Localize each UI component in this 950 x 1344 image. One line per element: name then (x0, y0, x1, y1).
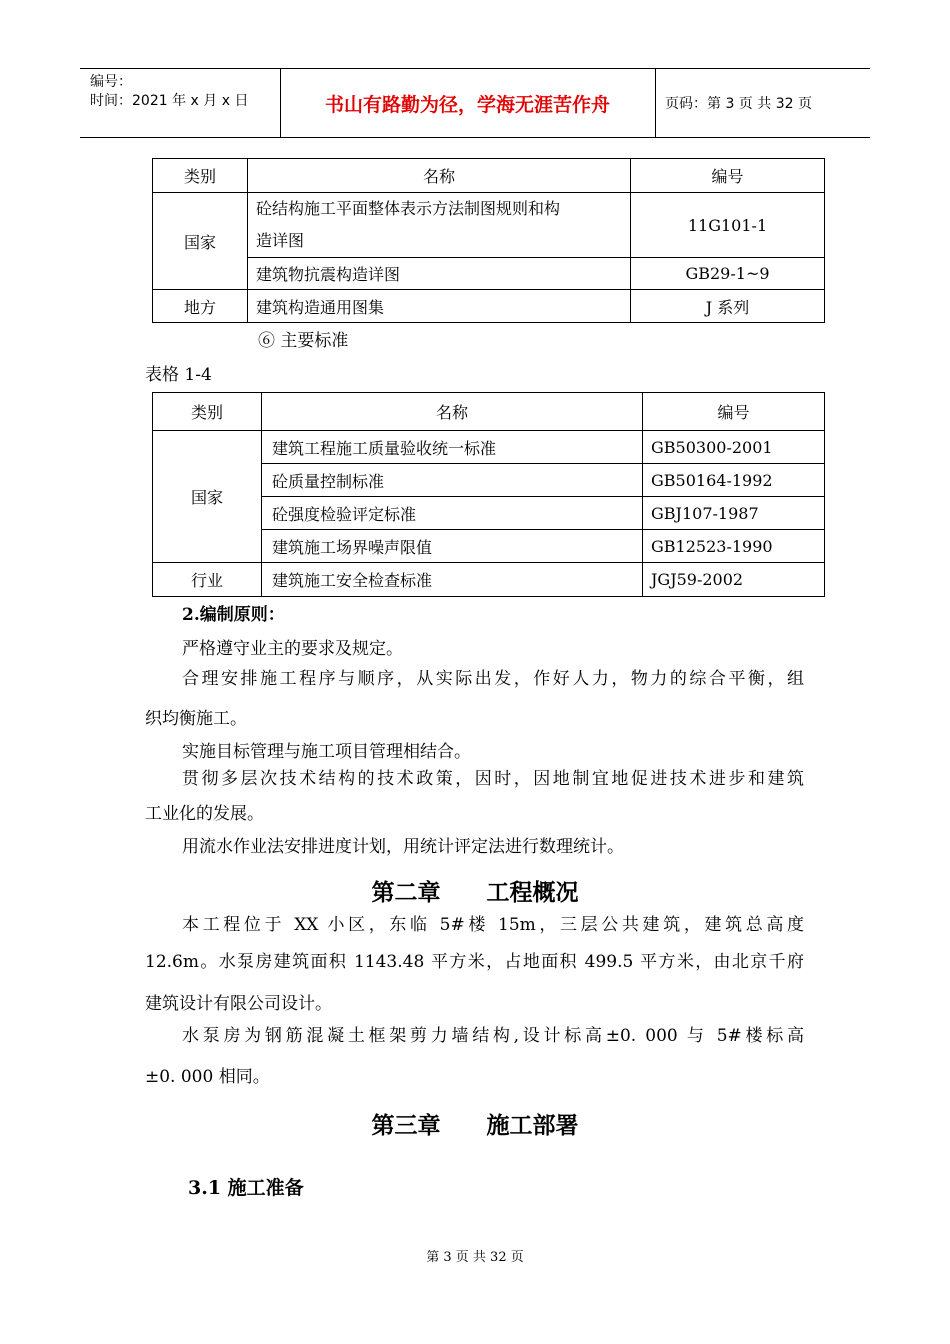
table-row (153, 258, 825, 290)
paragraph: 用流水作业法安排进度计划，用统计评定法进行数理统计。 (182, 837, 624, 857)
category-cell: 国家 (153, 431, 262, 563)
paragraph: 织均衡施工。 (145, 709, 247, 729)
chapter-title: 第三章 施工部署 (371, 1113, 579, 1139)
name-cell: 建筑构造通用图集 (248, 290, 631, 323)
paragraph: 贯彻多层次技术结构的技术政策，因时，因地制宜地促进技术进步和建筑 (182, 769, 804, 789)
category-cell: 国家 (153, 193, 248, 290)
table-caption: 表格 1-4 (145, 365, 212, 385)
paragraph: 建筑设计有限公司设计。 (145, 994, 332, 1014)
standards-table (152, 392, 825, 597)
header-category: 类别 (153, 393, 262, 431)
section-heading: 3.1 施工准备 (188, 1177, 304, 1199)
name-cell: 砼强度检验评定标准 (262, 497, 643, 530)
paragraph: 12.6m。水泵房建筑面积 1143.48 平方米，占地面积 499.5 平方米，由北京千府 (145, 952, 804, 972)
code-cell: GB29-1~9 (631, 258, 825, 290)
paragraph: ±0. 000 相同。 (145, 1067, 270, 1087)
header-motto: 书山有路勤为径，学海无涯苦作舟 (324, 93, 610, 116)
time-label: 时间：2021 年 x 月 x 日 (90, 93, 249, 109)
paragraph: 本工程位于 XX 小区，东临 5#楼 15m，三层公共建筑，建筑总高度 (182, 915, 804, 935)
paragraph: 工业化的发展。 (145, 804, 264, 824)
header-category: 类别 (153, 159, 248, 193)
name-cell: 砼质量控制标准 (262, 464, 643, 497)
code-cell: JGJ59-2002 (643, 563, 825, 597)
header-name: 名称 (248, 159, 631, 193)
category-cell: 地方 (153, 290, 248, 323)
name-cell: 建筑物抗震构造详图 (248, 258, 631, 290)
header-code: 编号 (643, 393, 825, 431)
category-cell: 行业 (153, 563, 262, 597)
paragraph: 实施目标管理与施工项目管理相结合。 (182, 742, 471, 762)
name-cell: 建筑施工安全检查标准 (262, 563, 643, 597)
code-cell: J 系列 (631, 290, 825, 323)
code-cell: 11G101-1 (631, 193, 825, 258)
principles-title: 2.编制原则： (182, 605, 285, 625)
paragraph: 合理安排施工程序与顺序，从实际出发，作好人力，物力的综合平衡，组 (182, 669, 804, 689)
table-row (153, 290, 825, 323)
table-header-row (153, 393, 825, 431)
name-line: 砼结构施工平面整体表示方法制图规则和构 (256, 199, 561, 218)
name-cell: 建筑施工场界噪声限值 (262, 530, 643, 563)
table-row (153, 563, 825, 597)
page-footer: 第 3 页 共 32 页 (426, 1250, 524, 1265)
code-cell: GB50164-1992 (643, 464, 825, 497)
drawings-table (152, 158, 825, 323)
page-header (80, 68, 870, 138)
name-line: 造详图 (256, 231, 305, 250)
name-cell (248, 193, 631, 258)
header-meta (90, 73, 248, 111)
table-row (153, 193, 825, 258)
header-page-info: 页码：第 3 页 共 32 页 (665, 96, 812, 112)
paragraph: 严格遵守业主的要求及规定。 (182, 639, 403, 659)
paragraph: 水泵房为钢筋混凝土框架剪力墙结构,设计标高±0. 000 与 5#楼标高 (182, 1026, 804, 1046)
table-header-row (153, 159, 825, 193)
chapter-title: 第二章 工程概况 (371, 880, 579, 906)
header-name: 名称 (262, 393, 643, 431)
table-row (153, 431, 825, 464)
section-title: ⑥ 主要标准 (258, 331, 349, 351)
header-code: 编号 (631, 159, 825, 193)
serial-label: 编号： (90, 74, 132, 90)
code-cell: GB50300-2001 (643, 431, 825, 464)
code-cell: GB12523-1990 (643, 530, 825, 563)
code-cell: GBJ107-1987 (643, 497, 825, 530)
header-divider (655, 69, 656, 137)
name-cell: 建筑工程施工质量验收统一标准 (262, 431, 643, 464)
